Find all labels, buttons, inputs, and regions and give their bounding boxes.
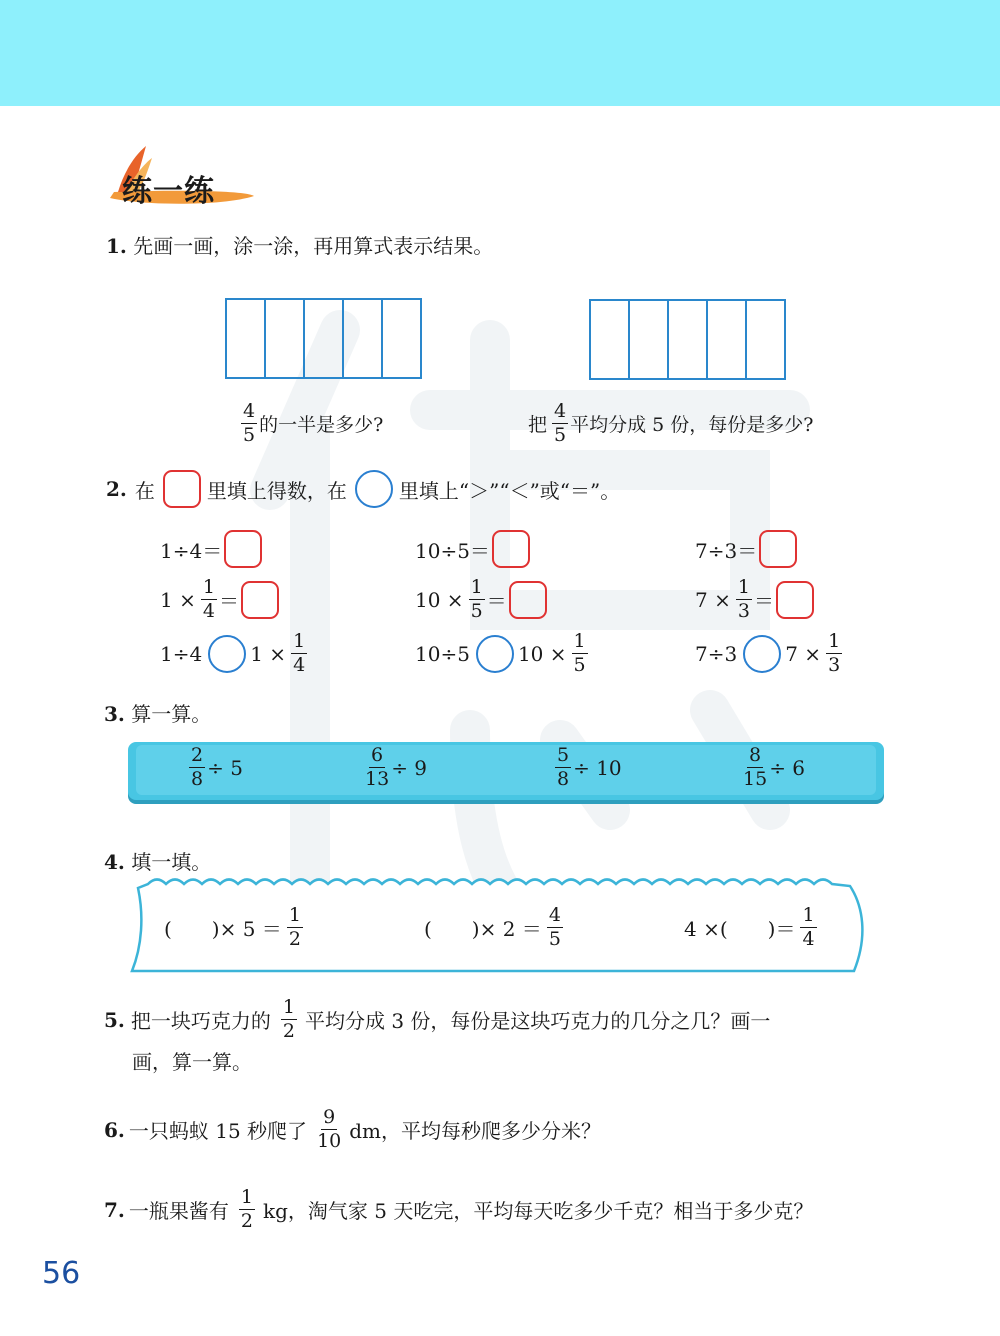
- question-text: 里填上“＞”“＜”或“＝”。: [398, 478, 621, 503]
- expression: 7 ×: [785, 641, 822, 666]
- page-number: 56: [42, 1256, 81, 1291]
- q2-item: [415, 530, 532, 568]
- expression: ( )× 5 ＝: [164, 917, 282, 941]
- question-number: 6.: [104, 1117, 125, 1142]
- compare-circle[interactable]: [208, 635, 246, 673]
- calc-item: [740, 746, 807, 789]
- question-1: [106, 230, 493, 259]
- strip-cell[interactable]: [344, 298, 383, 379]
- answer-square-icon: [163, 470, 201, 508]
- fill-item: [424, 906, 565, 949]
- caption-text: 的一半是多少?: [259, 414, 384, 436]
- fraction: $\frac{1}{3}$: [737, 576, 750, 622]
- question-text: dm，平均每秒爬多少分米？: [349, 1119, 602, 1143]
- fraction: $\frac{8}{15}$: [743, 744, 768, 790]
- fill-item: [164, 906, 305, 949]
- question-text: 把一块巧克力的: [130, 1009, 271, 1033]
- question-number: 5.: [104, 1007, 125, 1032]
- operator: ÷ 9: [391, 755, 428, 780]
- expression: 4 ×( )＝: [684, 917, 796, 941]
- strip-cell[interactable]: [225, 298, 266, 379]
- fraction: $\frac{1}{3}$: [828, 630, 841, 676]
- fraction-strip-left[interactable]: [225, 298, 422, 379]
- strip-cell[interactable]: [669, 299, 708, 380]
- question-text: 算一算。: [131, 702, 212, 726]
- answer-box[interactable]: [759, 530, 797, 568]
- answer-box[interactable]: [492, 530, 530, 568]
- section-title-text: 练一练: [122, 174, 215, 209]
- header-band: [0, 0, 1000, 106]
- caption-prefix: 把: [528, 414, 548, 436]
- q2-item: [160, 578, 281, 621]
- operator: ÷ 5: [207, 755, 243, 780]
- strip-cell[interactable]: [305, 298, 344, 379]
- fraction: $\frac{4}{5}$: [243, 400, 256, 446]
- strip-cell[interactable]: [383, 298, 422, 379]
- expression: 10 ×: [415, 587, 464, 612]
- expression: 1 ×: [160, 587, 196, 612]
- q2-item: [415, 632, 590, 675]
- question-text: 一瓶果酱有: [128, 1199, 229, 1223]
- q2-item: [695, 632, 844, 675]
- fill-item: [684, 906, 819, 949]
- fraction: $\frac{1}{4}$: [202, 576, 215, 622]
- expression: 7÷3: [695, 641, 738, 666]
- strip-cell[interactable]: [630, 299, 669, 380]
- expression: 1÷4＝: [160, 538, 223, 563]
- fraction: $\frac{5}{8}$: [557, 744, 570, 790]
- question-text: 里填上得数，在: [206, 478, 347, 503]
- question-number: 4.: [104, 850, 125, 874]
- question-3: [104, 698, 211, 727]
- answer-box[interactable]: [224, 530, 262, 568]
- answer-box[interactable]: [509, 581, 547, 619]
- q2-item: [160, 530, 264, 568]
- fraction-strip-right[interactable]: [589, 299, 786, 380]
- expression: 7÷3＝: [695, 538, 758, 563]
- q2-item: [415, 578, 549, 621]
- question-number: 2.: [106, 477, 127, 501]
- question-text: 在: [134, 478, 155, 503]
- fraction: $\frac{1}{5}$: [573, 630, 586, 676]
- expression: 1÷4: [160, 641, 203, 666]
- fraction: $\frac{1}{4}$: [802, 904, 815, 950]
- question-4: [104, 846, 211, 875]
- question-number: 7.: [104, 1197, 125, 1222]
- fraction: $\frac{2}{8}$: [191, 744, 204, 790]
- q1-right-caption: [528, 402, 815, 445]
- strip-cell[interactable]: [266, 298, 305, 379]
- equals-sign: ＝: [486, 589, 507, 613]
- expression: 1 ×: [250, 641, 287, 666]
- strip-cell[interactable]: [747, 299, 786, 380]
- calc-item: [186, 746, 245, 789]
- answer-box[interactable]: [241, 581, 279, 619]
- q2-item: [160, 632, 309, 675]
- question-6: [104, 1108, 603, 1151]
- expression: 10÷5＝: [415, 538, 490, 563]
- question-text: 填一填。: [131, 850, 212, 874]
- question-number: 1.: [106, 234, 127, 258]
- q2-item: [695, 530, 799, 568]
- calc-item: [362, 746, 429, 789]
- question-number: 3.: [104, 702, 125, 726]
- question-text: kg，淘气家 5 天吃完，平均每天吃多少千克？相当于多少克？: [262, 1199, 814, 1223]
- fraction: $\frac{4}{5}$: [548, 904, 561, 950]
- compare-circle-icon: [355, 470, 393, 508]
- strip-cell[interactable]: [708, 299, 747, 380]
- question-text: 一只蚂蚁 15 秒爬了: [128, 1119, 308, 1143]
- equals-sign: ＝: [218, 589, 239, 613]
- equals-sign: ＝: [753, 589, 774, 613]
- strip-cell[interactable]: [589, 299, 630, 380]
- calc-item: [552, 746, 624, 789]
- q1-left-caption: [238, 402, 385, 445]
- operator: ÷ 10: [573, 755, 622, 780]
- fraction: $\frac{1}{4}$: [293, 630, 306, 676]
- expression: ( )× 2 ＝: [424, 917, 542, 941]
- fraction: $\frac{6}{13}$: [365, 744, 390, 790]
- question-5-line2: 画，算一算。: [132, 1050, 252, 1074]
- operator: ÷ 6: [769, 755, 806, 780]
- question-7: [104, 1188, 815, 1231]
- expression: 10÷5: [415, 641, 470, 666]
- fraction: $\frac{1}{2}$: [240, 1186, 253, 1232]
- question-text: 平均分成 3 份，每份是这块巧克力的几分之几？画一: [304, 1009, 771, 1033]
- question-2: [106, 470, 622, 508]
- section-title: [104, 146, 264, 208]
- expression: 7 ×: [695, 587, 731, 612]
- fraction: $\frac{1}{2}$: [282, 996, 295, 1042]
- fraction: $\frac{9}{10}$: [317, 1106, 342, 1152]
- fraction: $\frac{1}{2}$: [288, 904, 301, 950]
- q2-item: [695, 578, 816, 621]
- question-text: 先画一画，涂一涂，再用算式表示结果。: [133, 234, 494, 258]
- answer-box[interactable]: [776, 581, 814, 619]
- caption-text: 平均分成 5 份，每份是多少?: [570, 414, 814, 436]
- compare-circle[interactable]: [476, 635, 514, 673]
- fraction: $\frac{4}{5}$: [554, 400, 567, 446]
- compare-circle[interactable]: [743, 635, 781, 673]
- fraction: $\frac{1}{5}$: [470, 576, 483, 622]
- question-5: [104, 998, 772, 1041]
- expression: 10 ×: [517, 641, 567, 666]
